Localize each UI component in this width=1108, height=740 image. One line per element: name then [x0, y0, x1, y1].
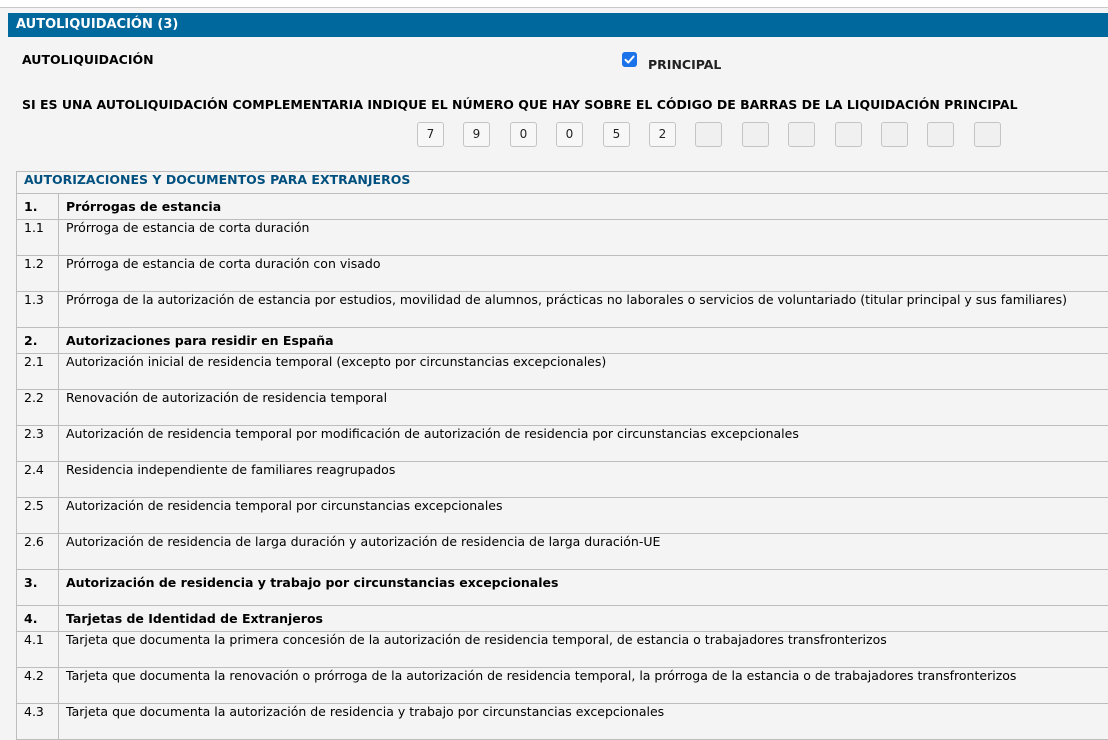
digit-input[interactable]: 7: [417, 122, 444, 147]
table-row: [17, 498, 1108, 534]
table-row: [17, 462, 1108, 498]
section-row: [17, 606, 1108, 632]
row-number: 2.: [17, 328, 59, 354]
table-title-row: [17, 172, 1108, 194]
row-number: 1.3: [17, 292, 59, 328]
row-number: 2.3: [17, 426, 59, 462]
principal-label: PRINCIPAL: [648, 57, 721, 72]
table-title: AUTORIZACIONES Y DOCUMENTOS PARA EXTRANJEROS: [17, 172, 1108, 194]
digit-input[interactable]: [881, 122, 908, 147]
check-icon: [623, 53, 636, 66]
row-number: 2.2: [17, 390, 59, 426]
table-row: [17, 292, 1108, 328]
section-header: AUTOLIQUIDACIÓN (3): [8, 13, 1108, 37]
principal-checkbox[interactable]: [622, 52, 637, 67]
documents-table: [16, 171, 1108, 740]
row-number: 3.: [17, 570, 59, 606]
row-number: 1.: [17, 194, 59, 220]
row-number: 2.5: [17, 498, 59, 534]
row-description: Prórroga de la autorización de estancia por estudios, movilidad de alumnos, prácticas no laborales o servicios de voluntariado (titular principal y sus familiares): [59, 292, 1108, 328]
digit-input[interactable]: [974, 122, 1001, 147]
row-number: 4.1: [17, 632, 59, 668]
row-number: 2.6: [17, 534, 59, 570]
table-row: [17, 426, 1108, 462]
row-number: 2.4: [17, 462, 59, 498]
autoliquidacion-label: AUTOLIQUIDACIÓN: [22, 52, 154, 67]
digit-input[interactable]: [927, 122, 954, 147]
row-description: Autorización inicial de residencia temporal (excepto por circunstancias excepcionales): [59, 354, 1108, 390]
row-description: Tarjeta que documenta la autorización de residencia y trabajo por circunstancias excepcionales: [59, 704, 1108, 740]
complementaria-instructions: SI ES UNA AUTOLIQUIDACIÓN COMPLEMENTARIA INDIQUE EL NÚMERO QUE HAY SOBRE EL CÓDIGO DE BARRAS DE LA LIQUIDACIÓN PRINCIPAL: [22, 97, 1018, 112]
row-description: Prórroga de estancia de corta duración: [59, 220, 1108, 256]
digit-input[interactable]: 0: [556, 122, 583, 147]
digit-input[interactable]: [695, 122, 722, 147]
row-description: Autorización de residencia temporal por circunstancias excepcionales: [59, 498, 1108, 534]
row-description: Tarjetas de Identidad de Extranjeros: [59, 606, 1108, 632]
row-description: Tarjeta que documenta la primera concesión de la autorización de residencia temporal, de estancia o trabajadores transfronterizos: [59, 632, 1108, 668]
digit-input[interactable]: 9: [463, 122, 490, 147]
top-divider: [0, 0, 1108, 8]
row-number: 4.: [17, 606, 59, 632]
digit-input[interactable]: [835, 122, 862, 147]
table-row: [17, 256, 1108, 292]
table-row: [17, 220, 1108, 256]
row-description: Autorización de residencia de larga duración y autorización de residencia de larga duración-UE: [59, 534, 1108, 570]
section-row: [17, 570, 1108, 606]
digit-input[interactable]: 0: [510, 122, 537, 147]
row-number: 4.2: [17, 668, 59, 704]
row-number: 2.1: [17, 354, 59, 390]
row-description: Residencia independiente de familiares reagrupados: [59, 462, 1108, 498]
row-number: 1.1: [17, 220, 59, 256]
row-description: Autorizaciones para residir en España: [59, 328, 1108, 354]
digit-input[interactable]: 2: [649, 122, 676, 147]
row-description: Prórroga de estancia de corta duración con visado: [59, 256, 1108, 292]
digit-input[interactable]: [742, 122, 769, 147]
table-row: [17, 704, 1108, 740]
table-row: [17, 668, 1108, 704]
row-number: 4.3: [17, 704, 59, 740]
table-row: [17, 354, 1108, 390]
row-description: Renovación de autorización de residencia temporal: [59, 390, 1108, 426]
digit-input[interactable]: [788, 122, 815, 147]
table-row: [17, 390, 1108, 426]
table-row: [17, 632, 1108, 668]
row-description: Autorización de residencia temporal por modificación de autorización de residencia por circunstancias excepcionales: [59, 426, 1108, 462]
row-number: 1.2: [17, 256, 59, 292]
row-description: Autorización de residencia y trabajo por circunstancias excepcionales: [59, 570, 1108, 606]
table-row: [17, 534, 1108, 570]
row-description: Tarjeta que documenta la renovación o prórroga de la autorización de residencia temporal, la prórroga de la estancia o de trabajadores transfronterizos: [59, 668, 1108, 704]
section-row: [17, 194, 1108, 220]
section-row: [17, 328, 1108, 354]
row-description: Prórrogas de estancia: [59, 194, 1108, 220]
digit-input[interactable]: 5: [603, 122, 630, 147]
